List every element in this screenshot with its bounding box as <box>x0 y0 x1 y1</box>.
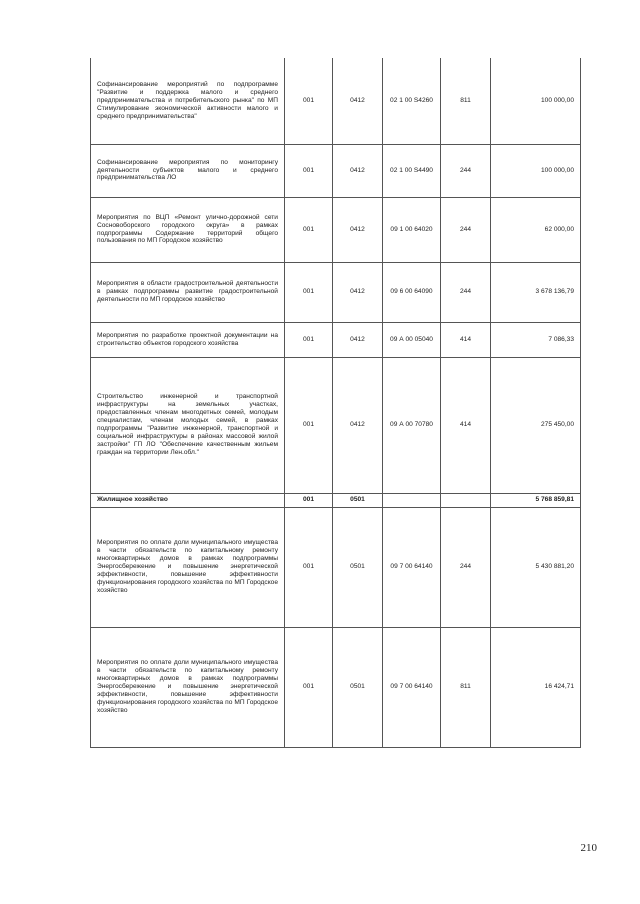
row-target: 09 1 00 64020 <box>383 197 441 262</box>
row-target: 02 1 00 S4490 <box>383 144 441 197</box>
row-grbs: 001 <box>285 144 333 197</box>
row-vr: 811 <box>441 627 491 747</box>
row-grbs: 001 <box>285 58 333 144</box>
row-grbs: 001 <box>285 322 333 357</box>
row-name: Строительство инженерной и транспортной инфраструктуры на земельных участках, предоставленных членам многодетных семей, молодым специалистам, членам молодых семей, в рамках подпрограммы "Развитие инженерной, транспортной и социальной инфраструктуры в районах массовой жилой застройки" ГП ЛО "Обеспечение качественным жильем граждан на территории Лен.обл." <box>91 357 285 493</box>
row-amount: 3 678 136,79 <box>491 262 581 322</box>
row-grbs: 001 <box>285 262 333 322</box>
row-section: 0412 <box>333 144 383 197</box>
row-section: 0412 <box>333 322 383 357</box>
row-amount: 16 424,71 <box>491 627 581 747</box>
row-grbs: 001 <box>285 357 333 493</box>
table-row-section-header <box>91 493 581 507</box>
budget-table <box>90 58 581 748</box>
row-amount: 5 430 881,20 <box>491 507 581 627</box>
row-amount: 5 768 859,81 <box>491 493 581 507</box>
row-section: 0501 <box>333 507 383 627</box>
table-row <box>91 197 581 262</box>
row-name: Жилищное хозяйство <box>91 493 285 507</box>
row-vr: 414 <box>441 322 491 357</box>
table-row <box>91 507 581 627</box>
row-grbs: 001 <box>285 627 333 747</box>
row-name: Мероприятия по оплате доли муниципального имущества в части обязательств по капитальному ремонту многоквартирных домов в рамках подпрограммы Энергосбережение и повышение энергетической эффективности, повышение эффективности функционирования городского хозяйства по МП Городское хозяйство <box>91 627 285 747</box>
row-name: Мероприятия в области градостроительной деятельности в рамках подпрограммы развитие градостроительной деятельности по МП городское хозяйство <box>91 262 285 322</box>
row-section: 0412 <box>333 357 383 493</box>
row-name: Софинансирование мероприятий по подпрограмме "Развитие и поддержка малого и среднего предпринимательства и потребительского рынка" по МП Стимулирование экономической активности малого и среднего предпринимательства" <box>91 58 285 144</box>
row-section: 0412 <box>333 262 383 322</box>
table-row <box>91 357 581 493</box>
row-amount: 62 000,00 <box>491 197 581 262</box>
row-vr: 811 <box>441 58 491 144</box>
row-grbs: 001 <box>285 493 333 507</box>
row-section: 0501 <box>333 627 383 747</box>
row-vr: 414 <box>441 357 491 493</box>
row-target: 09 7 00 64140 <box>383 507 441 627</box>
row-section: 0412 <box>333 197 383 262</box>
table-row <box>91 262 581 322</box>
row-target: 09 А 00 05040 <box>383 322 441 357</box>
row-target: 09 6 00 64090 <box>383 262 441 322</box>
table-row <box>91 322 581 357</box>
row-section: 0412 <box>333 58 383 144</box>
row-vr: 244 <box>441 144 491 197</box>
row-amount: 7 086,33 <box>491 322 581 357</box>
row-vr: 244 <box>441 197 491 262</box>
table-row <box>91 627 581 747</box>
row-grbs: 001 <box>285 507 333 627</box>
table-row <box>91 58 581 144</box>
row-name: Софинансирование мероприятия по мониторингу деятельности субъектов малого и среднего предпринимательства ЛО <box>91 144 285 197</box>
row-name: Мероприятия по оплате доли муниципального имущества в части обязательств по капитальному ремонту многоквартирных домов в рамках подпрограммы Энергосбережение и повышение энергетической эффективности, повышение эффективности функционирования городского хозяйства по МП Городское хозяйство <box>91 507 285 627</box>
row-name: Мероприятия по разработке проектной документации на строительство объектов городского хозяйства <box>91 322 285 357</box>
row-grbs: 001 <box>285 197 333 262</box>
row-name: Мероприятия по ВЦП «Ремонт улично-дорожной сети Сосновоборского городского округа» в рамках подпрограммы Содержание территорий общего пользования по МП Городское хозяйство <box>91 197 285 262</box>
row-amount: 100 000,00 <box>491 58 581 144</box>
page-number: 210 <box>580 842 597 854</box>
row-section: 0501 <box>333 493 383 507</box>
row-vr: 244 <box>441 507 491 627</box>
row-target: 09 7 00 64140 <box>383 627 441 747</box>
row-amount: 100 000,00 <box>491 144 581 197</box>
row-vr: 244 <box>441 262 491 322</box>
row-target <box>383 493 441 507</box>
row-target: 09 А 00 70780 <box>383 357 441 493</box>
row-target: 02 1 00 S4260 <box>383 58 441 144</box>
row-amount: 275 450,00 <box>491 357 581 493</box>
table-row <box>91 144 581 197</box>
row-vr <box>441 493 491 507</box>
